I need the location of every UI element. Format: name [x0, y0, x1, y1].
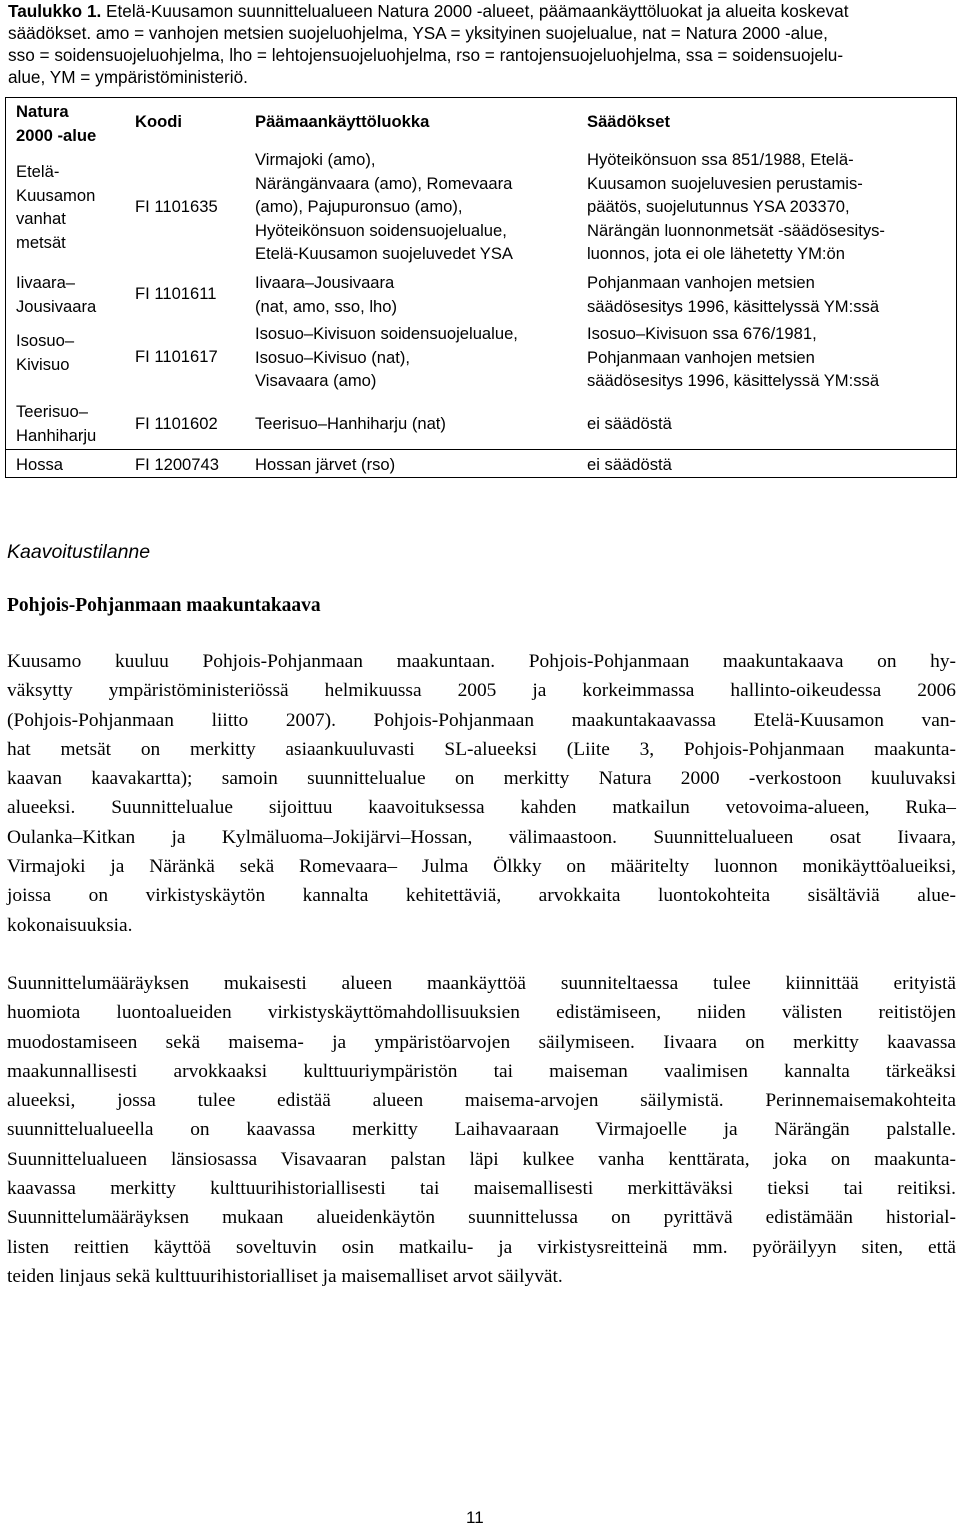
- text-line: väksytty ympäristöministeriössä helmikuussa 2005 ja korkeimmassa hallinto-oikeudessa 2006: [7, 680, 956, 702]
- row5-area: Hossa: [16, 455, 64, 474]
- row2-landuse: Iivaara–Jousivaara (nat, amo, sso, lho): [255, 273, 398, 316]
- row1-area: Etelä- Kuusamon vanhat metsät: [16, 162, 96, 252]
- paragraph-zoning: [7, 647, 956, 940]
- text-line: Oulanka–Kitkan ja Kylmäluoma–Jokijärvi–Hossan, välimaastoon. Suunnittelualueen osat Iivaara,: [7, 826, 956, 848]
- text-line: muodostamiseen sekä maisema- ja ympäristöarvojen säilymiseen. Iivaara on merkitty kaavassa: [7, 1031, 956, 1053]
- row3-landuse: Isosuo–Kivisuon soidensuojelualue, Isosuo–Kivisuo (nat), Visavaara (amo): [255, 324, 518, 390]
- row5-code: FI 1200743: [135, 455, 219, 474]
- text-line: hat metsät on merkitty asiaankuuluvasti SL-alueeksi (Liite 3, Pohjois-Pohjanmaan maakunta-: [7, 738, 956, 760]
- row3-regulations: Isosuo–Kivisuon ssa 676/1981, Pohjanmaan vanhojen metsien säädösesitys 1996, käsittelyssä YM:ssä: [587, 324, 880, 390]
- text-line: Suunnittelumääräyksen mukaan alueidenkäytön suunnittelussa on pyrittävä edistämään historial-: [7, 1207, 956, 1229]
- text-line: listen reittien käyttöä soveltuvin osin matkailu- ja virkistysreitteinä mm. pyöräilyyn siten, että: [7, 1236, 956, 1258]
- text-line: kaavassa merkitty kulttuurihistoriallisesti tai maisemallisesti merkittäväksi tieksi tai reitiksi.: [7, 1178, 956, 1200]
- text-line: joissa on virkistyskäytön kannalta kehitettäviä, arvokkaita luontokohteita sisältäviä alue-: [7, 885, 956, 907]
- text-line: teiden linjaus sekä kulttuurihistorialliset ja maisemalliset arvot säilyvät.: [7, 1265, 563, 1287]
- header-area: Natura 2000 -alue: [16, 102, 97, 145]
- caption-line: Etelä-Kuusamon suunnittelualueen Natura 2000 -alueet, päämaankäyttöluokat ja alueita koskevat: [101, 1, 849, 21]
- text-line: Suunnittelualueen länsiosassa Visavaaran palstan läpi kulkee vanha kenttärata, joka on maakunta-: [7, 1148, 956, 1170]
- table-row-divider: [6, 449, 956, 450]
- header-landuse: Päämaankäyttöluokka: [255, 112, 430, 131]
- row1-landuse: Virmajoki (amo), Närängänvaara (amo), Romevaara (amo), Pajupuronsuo (amo), Hyöteikönsuon soidensuojelualue, Etelä-Kuusamon suojeluvedet YSA: [255, 150, 513, 263]
- row2-regulations: Pohjanmaan vanhojen metsien säädösesitys 1996, käsittelyssä YM:ssä: [587, 273, 880, 316]
- row3-code: FI 1101617: [135, 347, 218, 366]
- table-caption: [8, 0, 952, 88]
- row4-landuse: Teerisuo–Hanhiharju (nat): [255, 414, 446, 433]
- row4-regulations: ei säädöstä: [587, 414, 672, 433]
- header-code: Koodi: [135, 112, 183, 131]
- section-heading: Kaavoitustilanne: [7, 541, 151, 563]
- text-line: kokonaisuuksia.: [7, 914, 133, 936]
- row1-regulations: Hyöteikönsuon ssa 851/1988, Etelä- Kuusamon suojeluvesien perustamis- päätös, suojelutunnus YSA 203370, Närängän luonnonmetsät -säädösesitys- luonnos, jota ei ole lähetetty YM:ön: [587, 150, 885, 263]
- text-line: maakunnallisesti arvokkaaksi kulttuuriympäristön tai maiseman vaalimisen kannalta tärkeäksi: [7, 1060, 956, 1082]
- row2-area: Iivaara– Jousivaara: [16, 273, 97, 316]
- row4-area: Teerisuo– Hanhiharju: [16, 402, 97, 445]
- caption-label: Taulukko 1.: [8, 1, 102, 21]
- caption-line: säädökset. amo = vanhojen metsien suojeluohjelma, YSA = yksityinen suojelualue, nat = Natura 2000 -alue,: [8, 23, 828, 43]
- row5-landuse: Hossan järvet (rso): [255, 455, 396, 474]
- row3-area: Isosuo– Kivisuo: [16, 331, 75, 374]
- row5-regulations: ei säädöstä: [587, 455, 672, 474]
- paragraph-regulations: [7, 969, 956, 1291]
- text-line: kaavan kaavakartta); samoin suunnittelualue on merkitty Natura 2000 -verkostoon kuuluvaksi: [7, 768, 956, 790]
- row1-code: FI 1101635: [135, 197, 218, 216]
- page-number: 11: [466, 1508, 484, 1527]
- text-line: suunnittelualueella on kaavassa merkitty Laihavaaraan Virmajoelle ja Närängän palstalle.: [7, 1119, 956, 1141]
- caption-line: sso = soidensuojeluohjelma, lho = lehtojensuojeluohjelma, rso = rantojensuojeluohjelma, ssa = soidensuojelu-: [8, 45, 844, 65]
- row4-code: FI 1101602: [135, 414, 218, 433]
- text-line: huomiota luontoalueiden virkistyskäyttömahdollisuuksien edistämiseen, niiden välisten reitistöjen: [7, 1002, 956, 1024]
- text-line: (Pohjois-Pohjanmaan liitto 2007). Pohjois-Pohjanmaan maakuntakaavassa Etelä-Kuusamon van-: [7, 709, 956, 731]
- header-regulations: Säädökset: [587, 112, 671, 131]
- caption-line: alue, YM = ympäristöministeriö.: [8, 67, 248, 87]
- text-line: Kuusamo kuuluu Pohjois-Pohjanmaan maakuntaan. Pohjois-Pohjanmaan maakuntakaava on hy-: [7, 651, 956, 672]
- natura-areas-table: [5, 97, 957, 478]
- text-line: Suunnittelumääräyksen mukaisesti alueen maankäyttöä suunniteltaessa tulee kiinnittää erityistä: [7, 973, 956, 994]
- text-line: Virmajoki ja Näränkä sekä Romevaara– Julma Ölkky on määritelty luonnon monikäyttöalueiksi,: [7, 856, 956, 878]
- text-line: alueeksi. Suunnittelualue sijoittuu kaavoituksessa kahden matkailun vetovoima-alueen, Ruka–: [7, 797, 956, 819]
- text-line: alueeksi, jossa tulee edistää alueen maisema-arvojen säilymistä. Perinnemaisemakohteita: [7, 1090, 956, 1112]
- row2-code: FI 1101611: [135, 284, 217, 303]
- subsection-heading: Pohjois-Pohjanmaan maakuntakaava: [7, 595, 321, 616]
